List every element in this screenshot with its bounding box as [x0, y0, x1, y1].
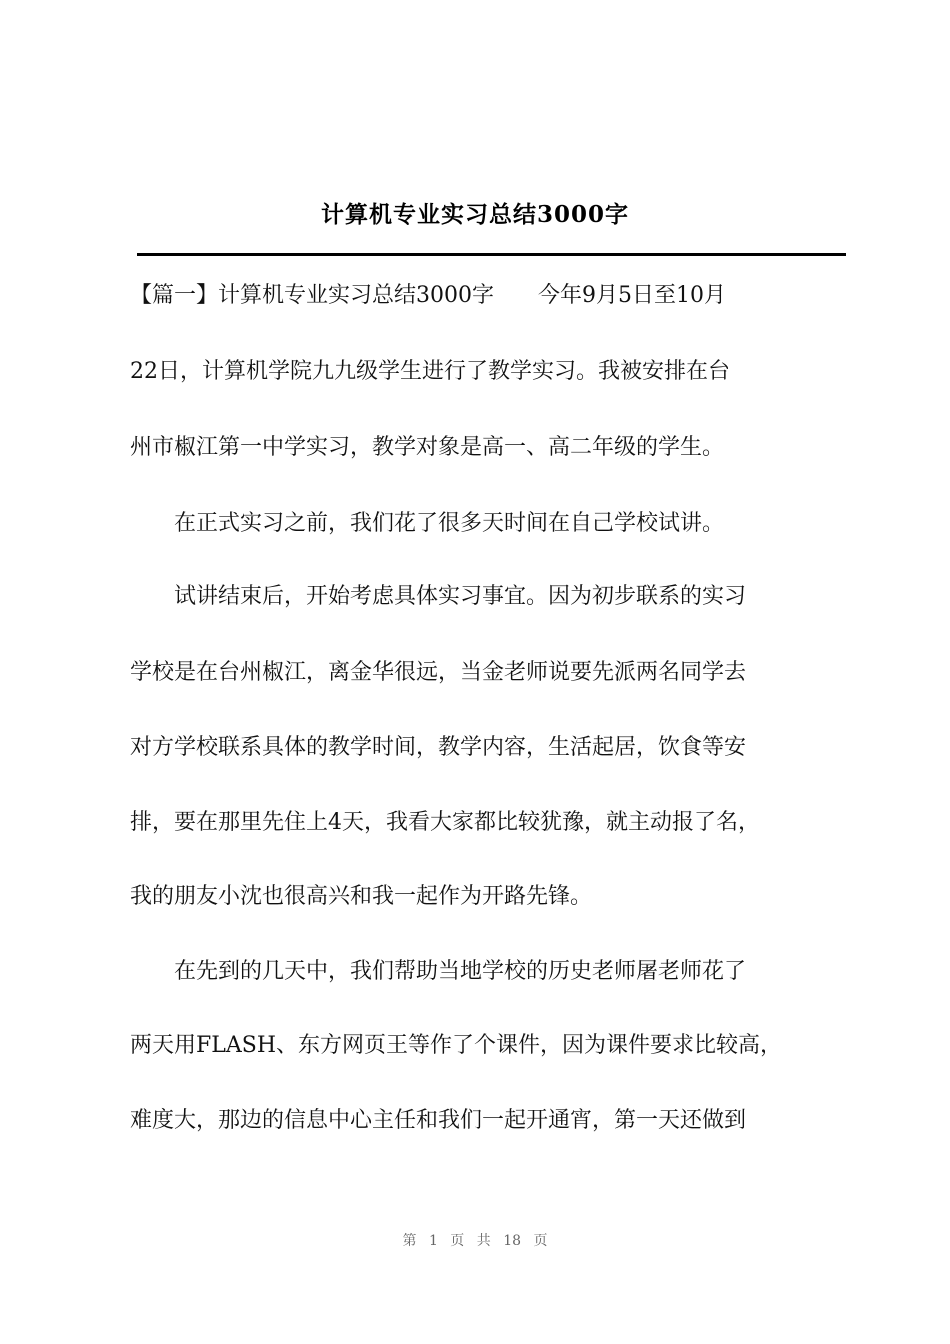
body-line: 对方学校联系具体的教学时间，教学内容，生活起居，饮食等安	[130, 735, 747, 760]
body-line: 两天用FLASH、东方网页王等作了个课件，因为课件要求比较高，	[130, 1033, 783, 1058]
body-line: 学校是在台州椒江，离金华很远，当金老师说要先派两名同学去	[130, 660, 747, 685]
title-divider	[137, 253, 846, 256]
body-line: 我的朋友小沈也很高兴和我一起作为开路先锋。	[130, 884, 593, 909]
document-title: 计算机专业实习总结3000字	[320, 201, 629, 228]
body-line: 【篇一】计算机专业实习总结3000字 今年9月5日至10月	[130, 283, 726, 308]
body-line: 在正式实习之前，我们花了很多天时间在自己学校试讲。	[130, 511, 725, 536]
body-line: 难度大，那边的信息中心主任和我们一起开通宵，第一天还做到	[130, 1108, 747, 1133]
body-line: 22日，计算机学院九九级学生进行了教学实习。我被安排在台	[130, 359, 730, 384]
page-footer: 第 1 页 共 18 页	[402, 1233, 548, 1249]
body-line: 在先到的几天中，我们帮助当地学校的历史老师屠老师花了	[130, 959, 747, 984]
body-line: 排，要在那里先住上4天，我看大家都比较犹豫，就主动报了名，	[130, 810, 760, 835]
body-line: 州市椒江第一中学实习，教学对象是高一、高二年级的学生。	[130, 435, 725, 460]
body-line: 试讲结束后，开始考虑具体实习事宜。因为初步联系的实习	[130, 584, 747, 609]
